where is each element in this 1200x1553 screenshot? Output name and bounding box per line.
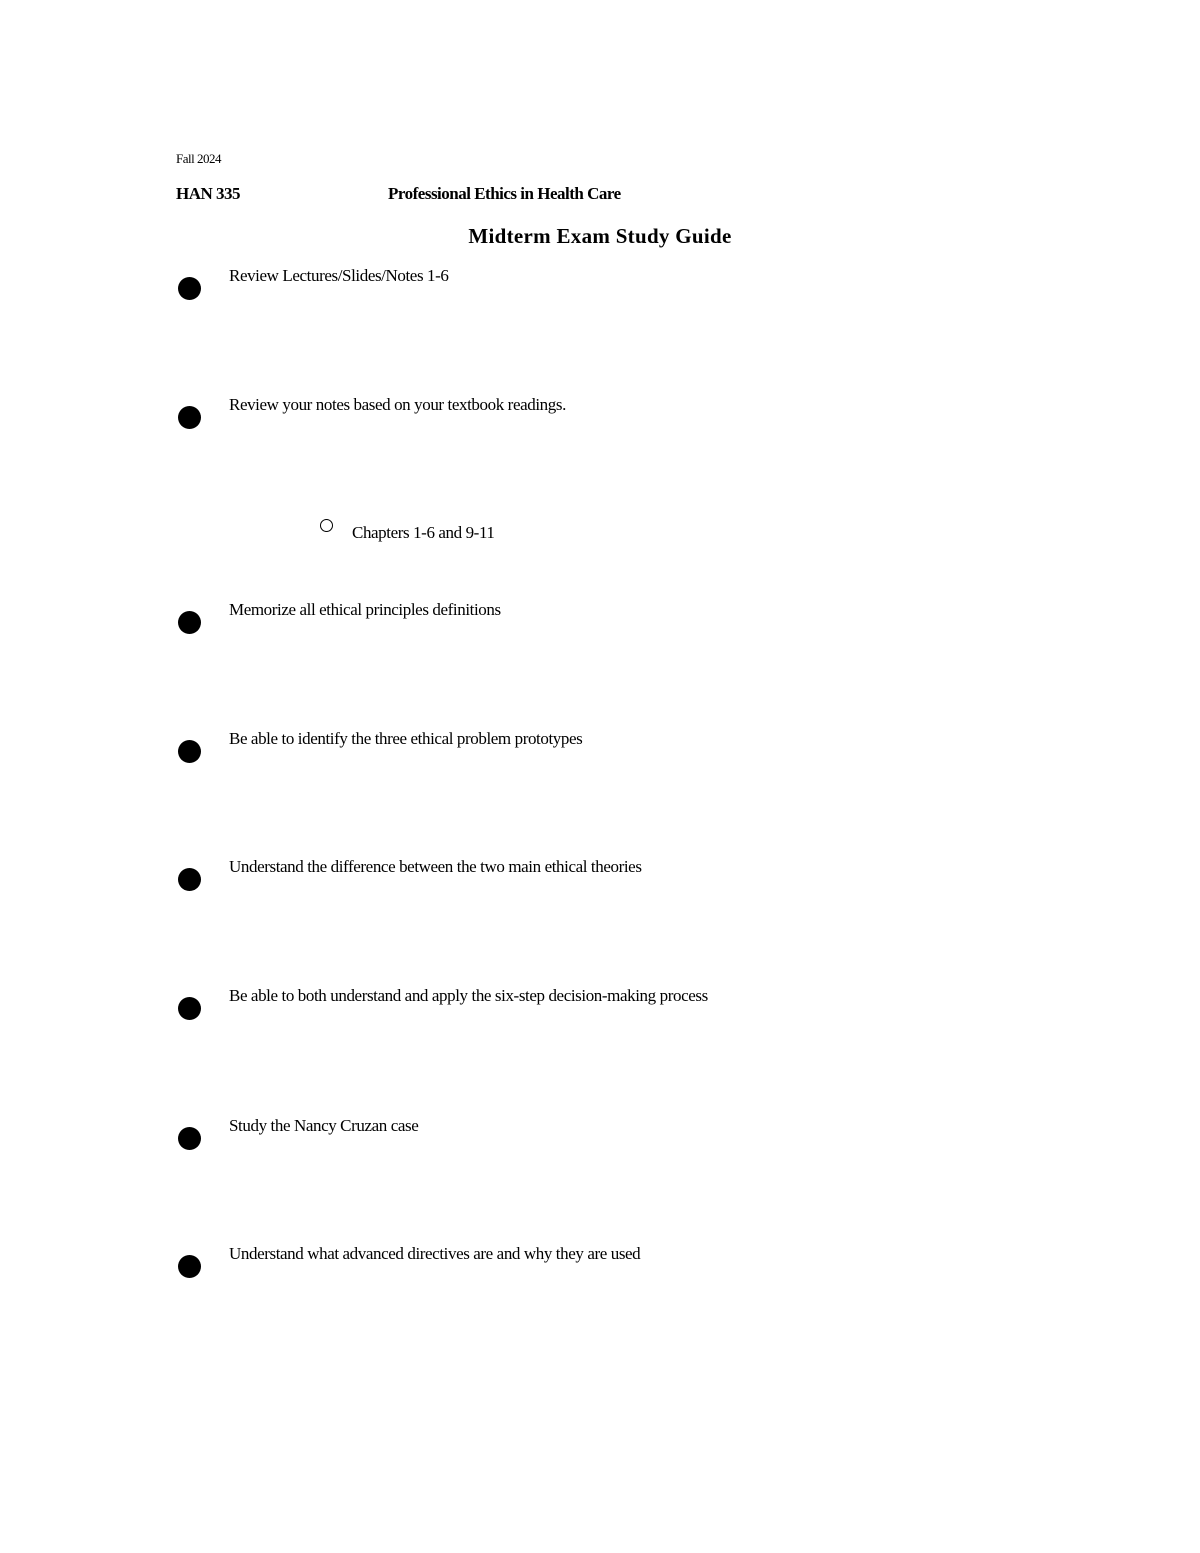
- bullet-icon: [178, 277, 201, 300]
- course-code: HAN 335: [176, 184, 241, 203]
- bullet-icon: [178, 406, 201, 429]
- term-label: Fall 2024: [176, 151, 221, 166]
- list-item: [176, 600, 1076, 640]
- sub-list-item: [320, 519, 920, 549]
- bullet-icon: [178, 1127, 201, 1150]
- list-item-text: Understand the difference between the two main ethical theories: [229, 857, 642, 876]
- course-title: Professional Ethics in Health Care: [388, 184, 621, 203]
- list-item: [176, 266, 1076, 306]
- hollow-bullet-icon: [320, 519, 333, 532]
- bullet-icon: [178, 740, 201, 763]
- list-item: [176, 729, 1076, 769]
- list-item-text: Review your notes based on your textbook readings.: [229, 395, 566, 414]
- bullet-icon: [178, 868, 201, 891]
- list-item: [176, 857, 1076, 897]
- bullet-icon: [178, 997, 201, 1020]
- bullet-icon: [178, 611, 201, 634]
- list-item-text: Review Lectures/Slides/Notes 1-6: [229, 266, 449, 285]
- list-item-text: Understand what advanced directives are and why they are used: [229, 1244, 641, 1263]
- list-item-text: Memorize all ethical principles definitions: [229, 600, 501, 619]
- list-item-text: Be able to identify the three ethical problem prototypes: [229, 729, 583, 748]
- list-item: [176, 986, 1076, 1026]
- list-item-text: Be able to both understand and apply the six-step decision-making process: [229, 986, 708, 1005]
- list-item: [176, 395, 1076, 435]
- page-title: Midterm Exam Study Guide: [468, 224, 732, 248]
- list-item-text: Study the Nancy Cruzan case: [229, 1116, 419, 1135]
- sub-list-item-text: Chapters 1-6 and 9-11: [352, 523, 495, 542]
- list-item: [176, 1116, 1076, 1156]
- list-item: [176, 1244, 1076, 1284]
- bullet-icon: [178, 1255, 201, 1278]
